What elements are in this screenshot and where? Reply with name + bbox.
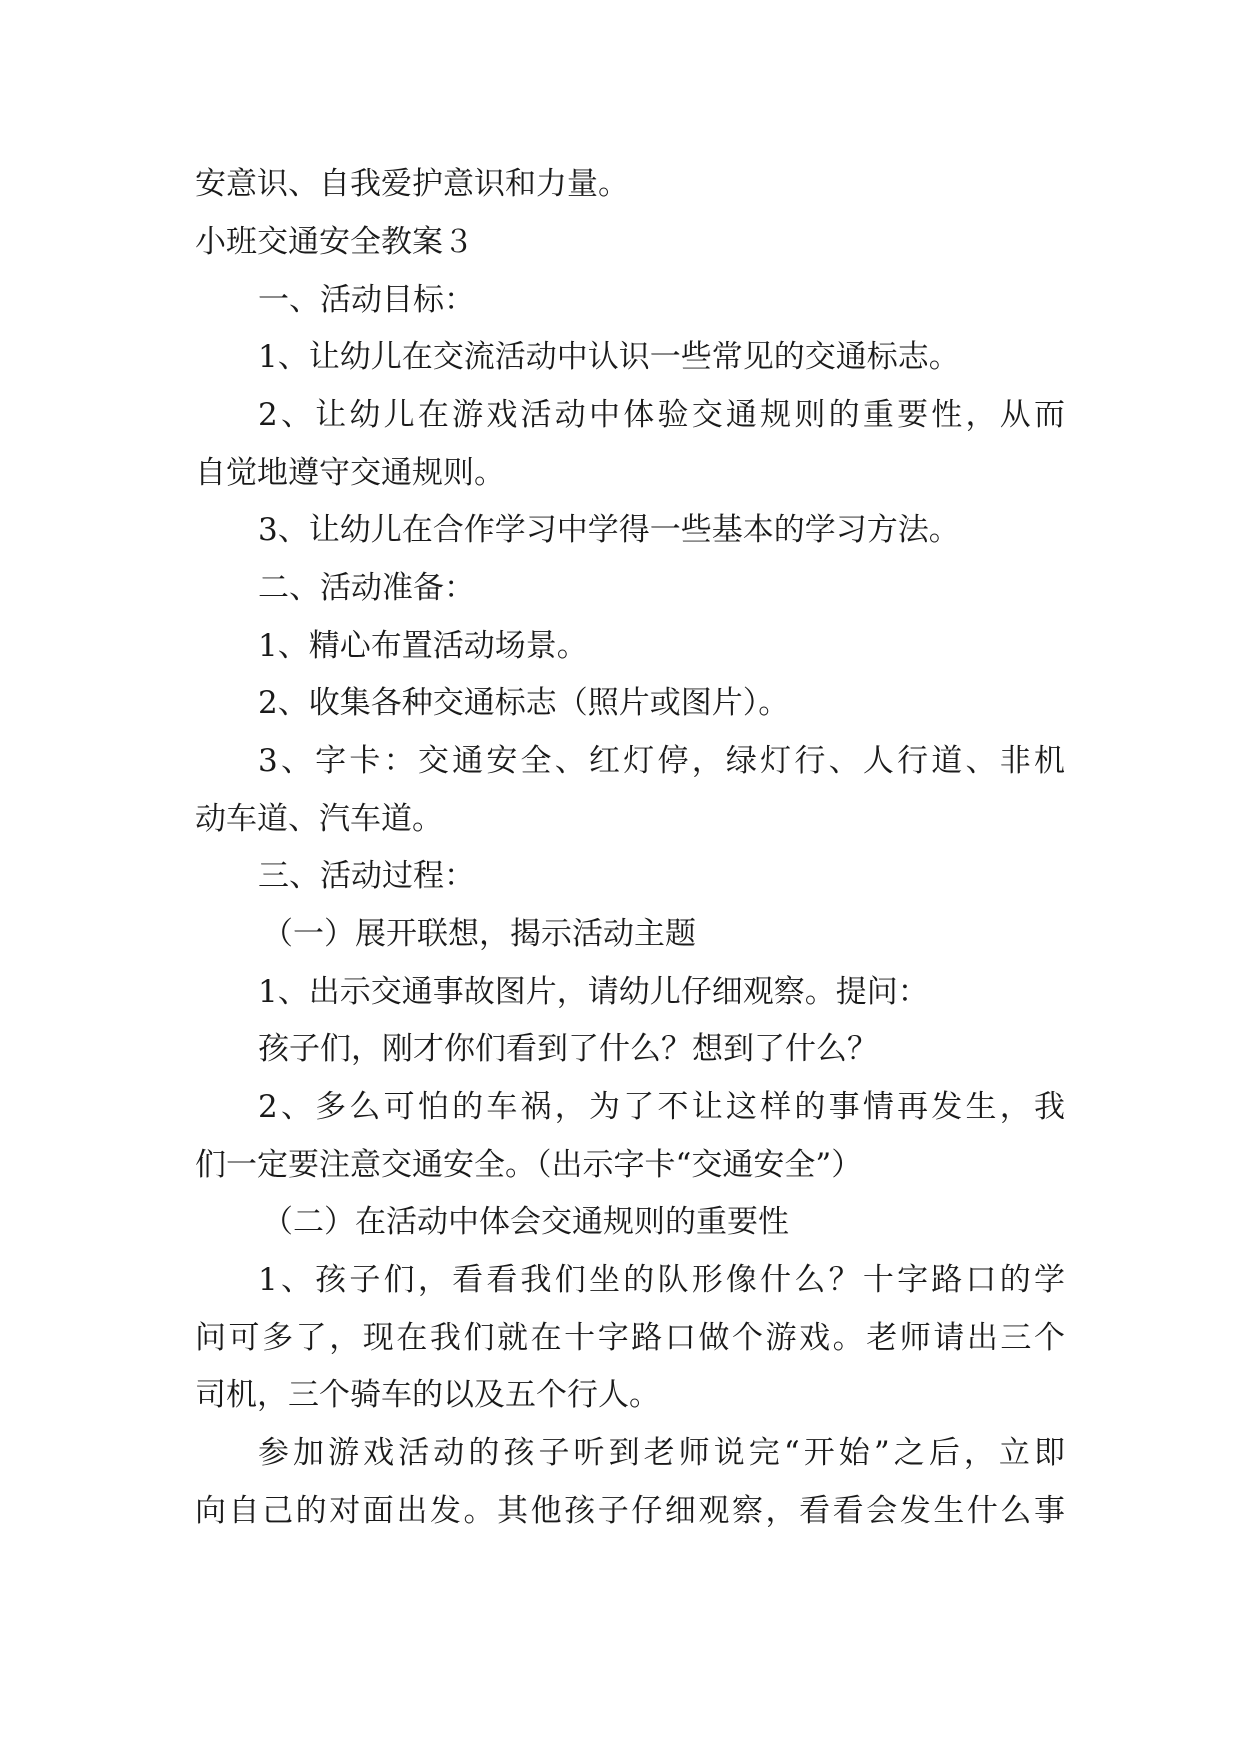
heading-objectives: 一、活动目标： [258, 282, 475, 318]
text-line: 2、多么可怕的车祸，为了不让这样的事情再发生，我 [258, 1089, 1065, 1125]
text-line: 1、出示交通事故图片，请幼儿仔细观察。提问： [258, 974, 929, 1010]
text-line: 3、字卡：交通安全、红灯停，绿灯行、人行道、非机 [258, 743, 1065, 779]
text-line: 2、收集各种交通标志（照片或图片）。 [258, 685, 790, 721]
text-line: 孩子们，刚才你们看到了什么？想到了什么？ [258, 1031, 878, 1067]
text-line: 2、让幼儿在游戏活动中体验交通规则的重要性，从而 [258, 397, 1065, 433]
text-line: 们一定要注意交通安全。（出示字卡“交通安全”） [195, 1147, 863, 1183]
subheading: （二）在活动中体会交通规则的重要性 [262, 1204, 789, 1240]
text-line: 司机，三个骑车的以及五个行人。 [195, 1377, 660, 1413]
subheading: （一）展开联想，揭示活动主题 [262, 916, 696, 952]
text-line: 向自己的对面出发。其他孩子仔细观察，看看会发生什么事 [195, 1493, 1065, 1529]
text-line: 1、精心布置活动场景。 [258, 628, 588, 664]
text-line: 3、让幼儿在合作学习中学得一些基本的学习方法。 [258, 512, 960, 548]
text-line: 1、让幼儿在交流活动中认识一些常见的交通标志。 [258, 339, 960, 375]
text-line: 1、孩子们，看看我们坐的队形像什么？十字路口的学 [258, 1262, 1065, 1298]
text-line: 参加游戏活动的孩子听到老师说完“开始”之后，立即 [258, 1435, 1065, 1471]
text-line: 自觉地遵守交通规则。 [195, 455, 505, 491]
heading-preparation: 二、活动准备： [258, 570, 475, 606]
text-line: 动车道、汽车道。 [195, 801, 443, 837]
text-line: 问可多了，现在我们就在十字路口做个游戏。老师请出三个 [195, 1320, 1065, 1356]
section-title: 小班交通安全教案３ [195, 224, 474, 260]
heading-process: 三、活动过程： [258, 858, 475, 894]
text-line: 安意识、自我爱护意识和力量。 [195, 166, 629, 202]
